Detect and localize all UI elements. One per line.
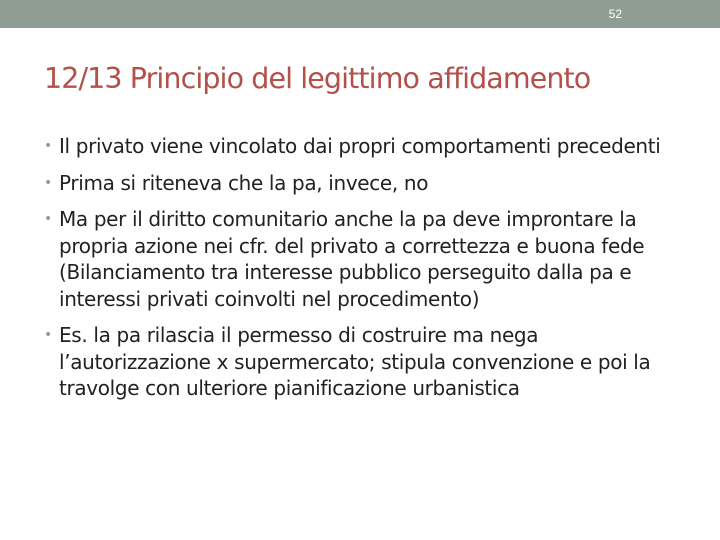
bullet-item (44, 322, 694, 402)
bullet-item (44, 133, 694, 160)
bullet-text: Il privato viene vincolato dai propri comportamenti precedenti (59, 134, 661, 158)
bullet-icon: • (44, 211, 52, 227)
bullet-text: Es. la pa rilascia il permesso di costruire ma nega l’autorizzazione x supermercato; stipula convenzione e poi la travolge con ulteriore pianificazione urbanistica (59, 323, 651, 400)
bullet-icon: • (44, 174, 52, 191)
bullet-item (44, 170, 694, 197)
bullet-text: Ma per il diritto comunitario anche la pa deve improntare la propria azione nei cfr. del privato a correttezza e buona fede (Bilanciamento tra interesse pubblico perseguito dalla pa e interessi privati coinvolti nel procedimento) (59, 207, 645, 311)
slide-header-bar (0, 0, 720, 28)
slide-title: 12/13 Principio del legittimo affidamento (44, 62, 591, 95)
bullet-icon: • (44, 327, 52, 343)
bullet-text: Prima si riteneva che la pa, invece, no (59, 170, 429, 195)
slide-number: 52 (608, 7, 622, 21)
bullet-item (44, 206, 694, 312)
bullet-list (44, 133, 694, 412)
bullet-icon: • (44, 138, 52, 154)
